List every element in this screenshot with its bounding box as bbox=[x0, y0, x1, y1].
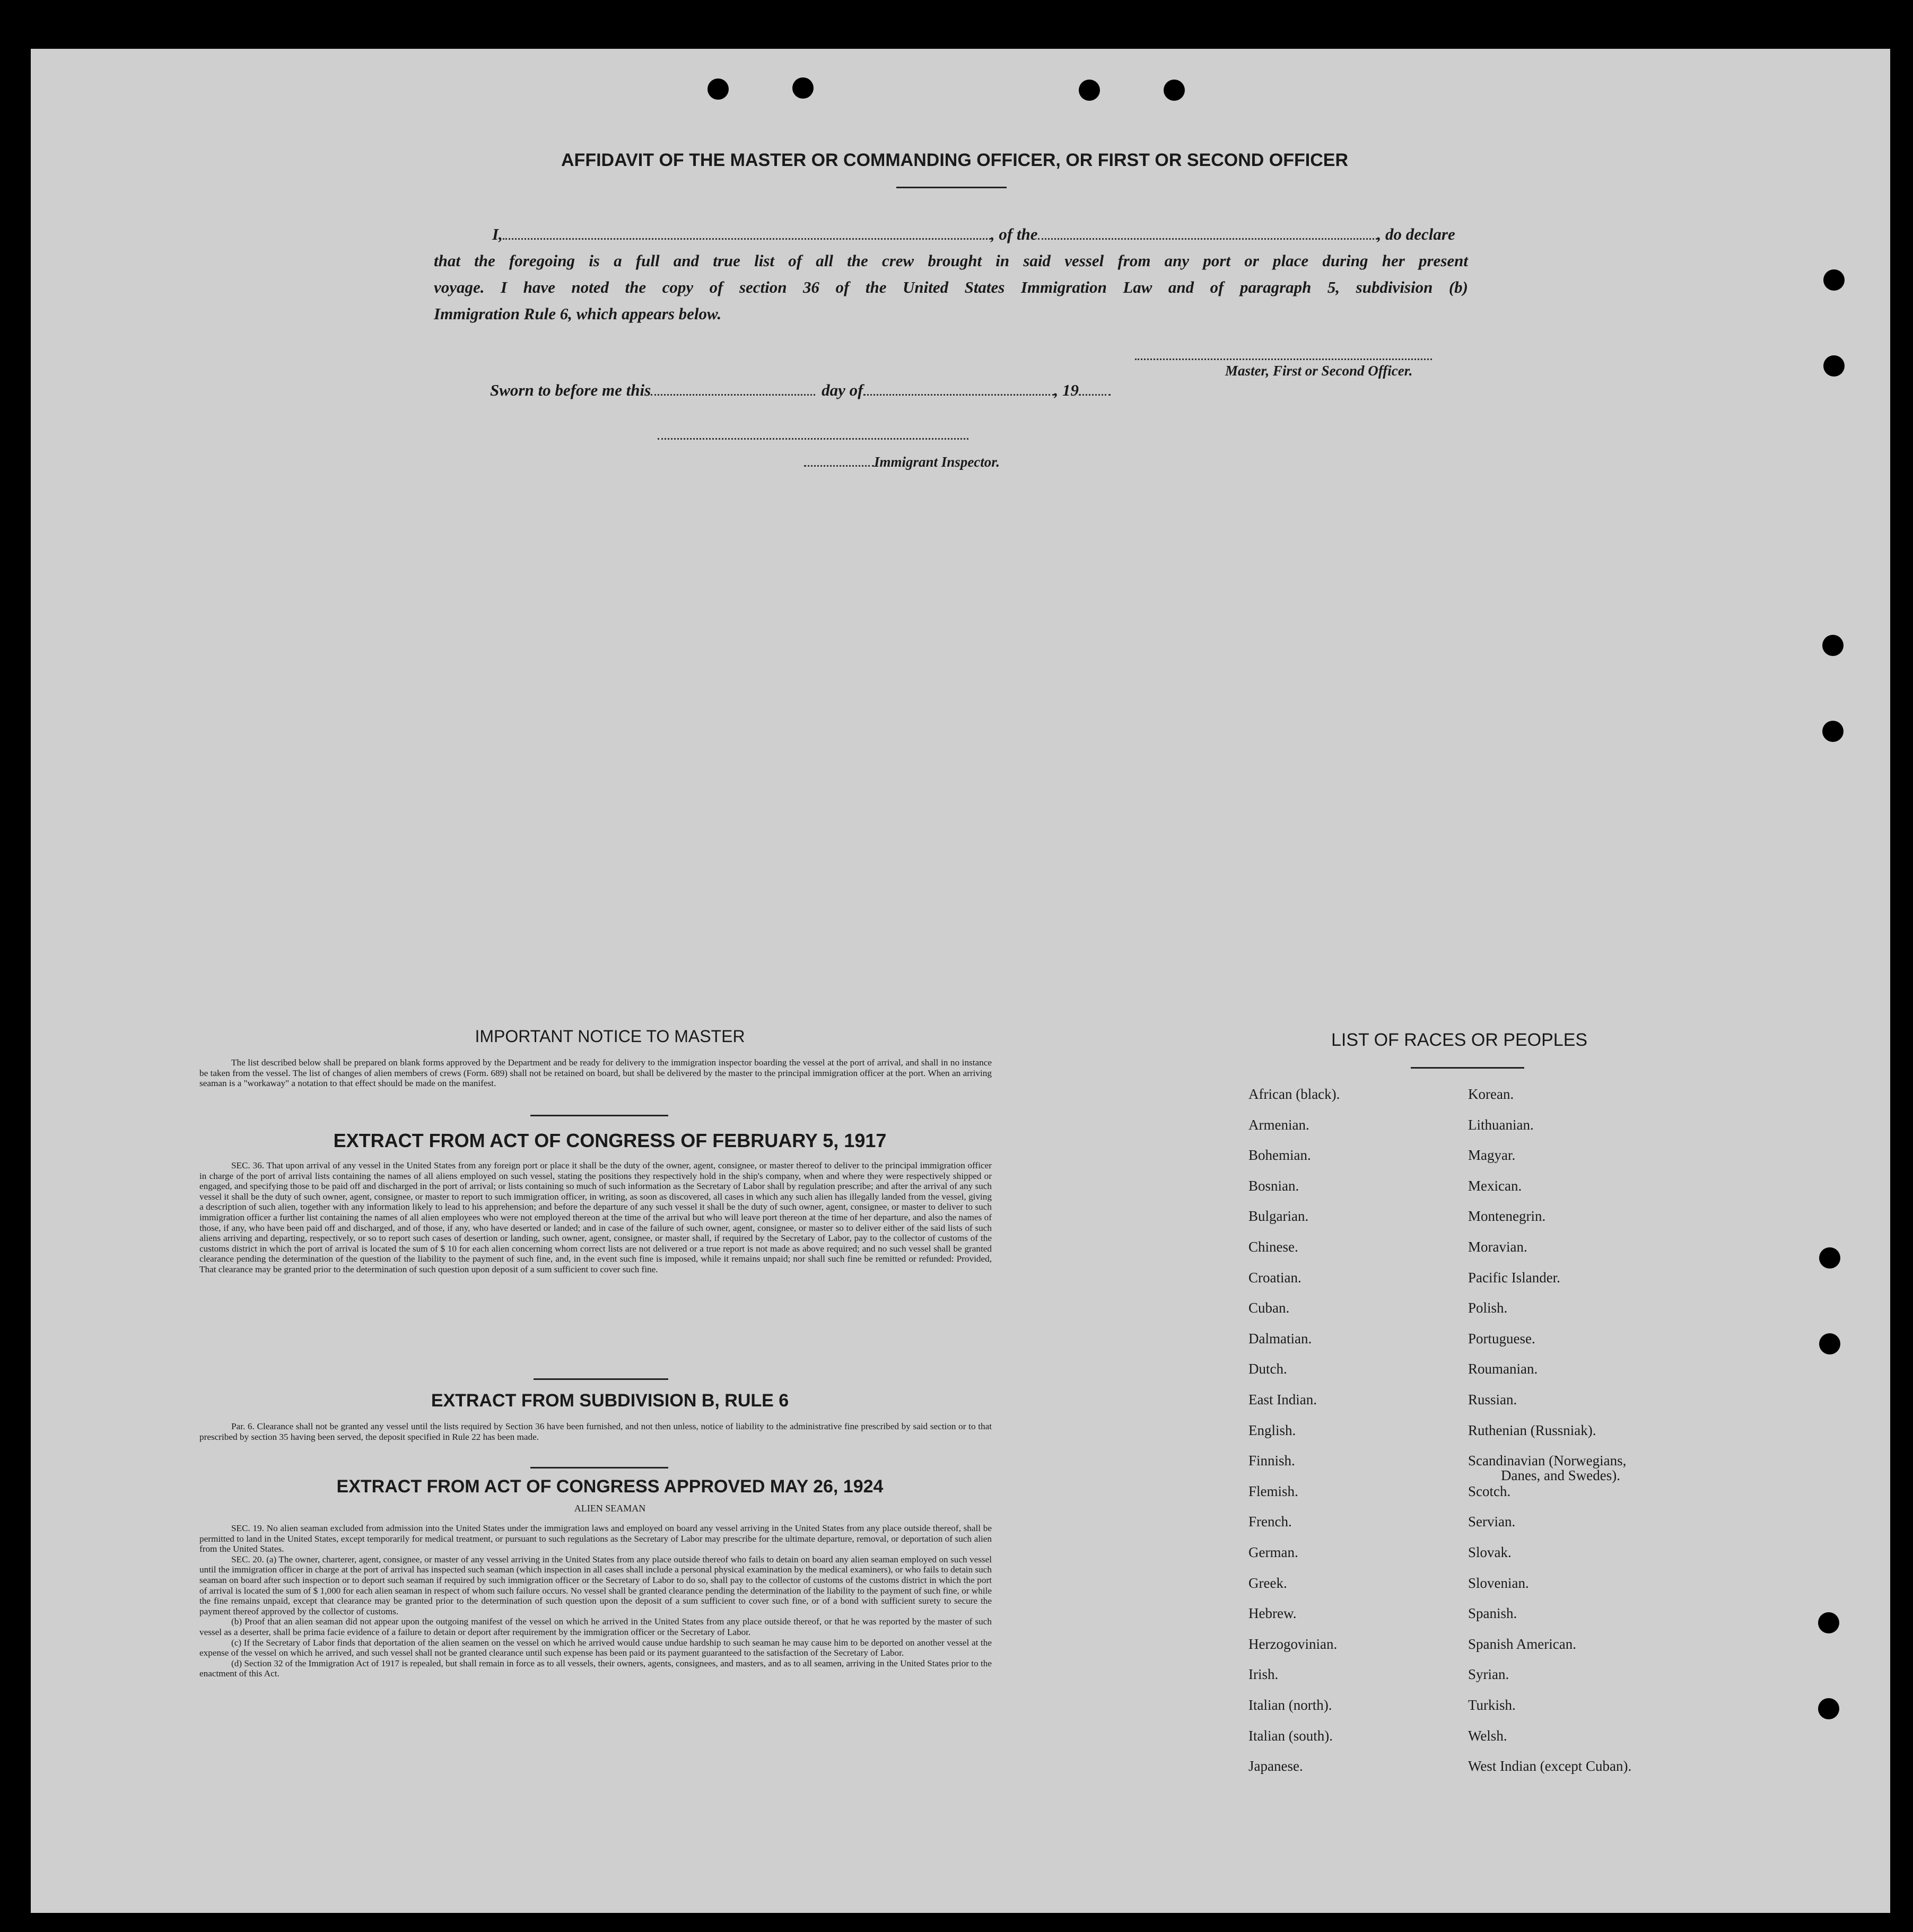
race-item: Cuban. bbox=[1248, 1300, 1290, 1316]
race-item: Chinese. bbox=[1248, 1239, 1298, 1255]
punch-hole bbox=[1823, 355, 1845, 377]
race-item: Moravian. bbox=[1468, 1239, 1527, 1255]
punch-hole bbox=[1818, 1698, 1839, 1719]
affidavit-line-4: Immigration Rule 6, which appears below. bbox=[434, 304, 722, 323]
sworn-day-field[interactable] bbox=[651, 394, 815, 396]
title-rule bbox=[896, 187, 1007, 188]
affidavit-title: AFFIDAVIT OF THE MASTER OR COMMANDING OFFICER, OR FIRST OR SECOND OFFICER bbox=[561, 150, 1348, 170]
day-of-label: day of bbox=[822, 381, 863, 399]
race-item: African (black). bbox=[1248, 1086, 1340, 1102]
races-title: LIST OF RACES OR PEOPLES bbox=[1331, 1030, 1588, 1050]
race-item: Bulgarian. bbox=[1248, 1208, 1309, 1225]
year-label: , 19 bbox=[1054, 381, 1079, 399]
vessel-field[interactable] bbox=[1038, 238, 1377, 240]
race-item: Irish. bbox=[1248, 1666, 1279, 1683]
race-item: Dutch. bbox=[1248, 1361, 1287, 1377]
race-item: Hebrew. bbox=[1248, 1605, 1297, 1622]
inspector-label: Immigrant Inspector. bbox=[874, 454, 1000, 470]
punch-hole bbox=[1822, 635, 1844, 656]
race-item: Croatian. bbox=[1248, 1269, 1301, 1286]
race-item: Dalmatian. bbox=[1248, 1330, 1312, 1347]
notice-title: IMPORTANT NOTICE TO MASTER bbox=[475, 1027, 745, 1046]
race-item: Montenegrin. bbox=[1468, 1208, 1546, 1225]
punch-hole bbox=[707, 78, 729, 100]
notice-body: The list described below shall be prepared on blank forms approved by the Department and be ready for delivery to the immigration inspector boarding the vessel at the port of arrival, and shall in no instance be taken from the vessel. The list of changes of alien members of crews (Form. 689) shall not be retained on board, but shall be delivered by the master to the principal immigration officer at the port. When an arriving seaman is a "workaway" a notation to that effect should be made on the manifest. bbox=[199, 1057, 992, 1089]
name-field[interactable] bbox=[503, 238, 991, 240]
of-the-label: , of the bbox=[990, 225, 1038, 243]
race-item: Spanish American. bbox=[1468, 1636, 1576, 1652]
race-item: Slovenian. bbox=[1468, 1575, 1529, 1591]
race-item: Bohemian. bbox=[1248, 1147, 1311, 1164]
punch-hole bbox=[1822, 721, 1844, 742]
race-item: English. bbox=[1248, 1422, 1296, 1438]
extract-1917-body: SEC. 36. That upon arrival of any vessel in the United States from any foreign port or place it shall be the duty of the owner, agent, consignee, or master thereof to deliver to the principal immigration officer in charge of the port of arrival lists containing the names of all aliens employed on such vessel, stating the positions they respectively hold in the ship's company, when and where they were respectively shipped or engaged, and specifying those to be paid off and discharged in the port of arrival; or lists containing so much of such information as the Secretary of Labor shall by regulation prescribe; and after the arrival of any such vessel it shall be the duty of such owner, agent, consignee, or master to report to such immigration officer, in writing, as soon as discovered, all cases in which any such alien has illegally landed from the vessel, giving a description of such alien, together with any information likely to lead to his apprehension; and before the departure of any such vessel it shall be the duty of such owner, agent, consignee, or master to deliver to such immigration officer a further list containing the names of all alien employees who were not employed thereon at the time of the arrival but who will leave port thereon at the time of her departure, and also the names of those, if any, who have been paid off and discharged, and of those, if any, who have deserted or landed; and in case of the failure of such owner, agent, consignee, or master so to deliver either of the said lists of such aliens arriving and departing, respectively, or so to report such cases of desertion or landing, such owner, agent, consignee, or master shall, if required by the Secretary of Labor, pay to the collector of customs of the customs district in which the port of arrival is located the sum of $ 10 for each alien concerning whom correct lists are not delivered or a true report is not made as above required; and no such vessel shall be granted clearance pending the determination of the question of the liability to the payment of such fine, and, in the event such fine is imposed, while it remains unpaid; nor shall such fine be remitted or refunded: Provided, That clearance may be granted prior to the determination of such question upon deposit of a sum sufficient to cover such fine. bbox=[199, 1160, 992, 1274]
master-signature-line[interactable] bbox=[1135, 359, 1432, 360]
sworn-month-field[interactable] bbox=[863, 394, 1054, 396]
race-item: Slovak. bbox=[1468, 1544, 1512, 1560]
sworn-year-field[interactable] bbox=[1079, 394, 1111, 396]
sec-20d: (d) Section 32 of the Immigration Act of 1917 is repealed, but shall remain in force as to all vessels, their owners, agents, consignees, and masters, and as to all seamen, arriving in the United States prior to the enactment of this Act. bbox=[199, 1658, 992, 1679]
race-item: German. bbox=[1248, 1544, 1298, 1560]
race-item: Polish. bbox=[1468, 1300, 1508, 1316]
race-item: Mexican. bbox=[1468, 1177, 1522, 1194]
race-item: Italian (north). bbox=[1248, 1697, 1332, 1713]
extract-rule6-title: EXTRACT FROM SUBDIVISION B, RULE 6 bbox=[431, 1391, 789, 1411]
notice-body-block bbox=[199, 1057, 992, 1089]
race-item: Bosnian. bbox=[1248, 1177, 1299, 1194]
master-signature-label: Master, First or Second Officer. bbox=[1225, 363, 1413, 379]
punch-hole bbox=[1079, 80, 1100, 101]
race-item-continuation: Danes, and Swedes). bbox=[1501, 1467, 1620, 1484]
race-item: Scotch. bbox=[1468, 1483, 1511, 1499]
race-item: Korean. bbox=[1468, 1086, 1514, 1102]
race-item: Welsh. bbox=[1468, 1727, 1507, 1744]
race-item: Pacific Islander. bbox=[1468, 1269, 1560, 1286]
punch-hole bbox=[1823, 269, 1845, 291]
race-item: Magyar. bbox=[1468, 1147, 1516, 1164]
race-item: Ruthenian (Russniak). bbox=[1468, 1422, 1596, 1438]
section-rule bbox=[530, 1115, 668, 1116]
race-item: Russian. bbox=[1468, 1392, 1517, 1408]
race-item: Japanese. bbox=[1248, 1758, 1303, 1774]
extract-1924-block bbox=[199, 1523, 992, 1679]
race-item: Greek. bbox=[1248, 1575, 1287, 1591]
race-item: Servian. bbox=[1468, 1514, 1516, 1530]
affidavit-declaration-line bbox=[492, 225, 1468, 244]
section-rule bbox=[530, 1467, 668, 1468]
race-item: Herzogovinian. bbox=[1248, 1636, 1338, 1652]
punch-hole bbox=[1819, 1247, 1840, 1269]
i-label: I, bbox=[492, 225, 503, 243]
inspector-dots bbox=[804, 465, 874, 467]
sec-20a: SEC. 20. (a) The owner, charterer, agent, consignee, or master of any vessel arriving in the United States from any place outside thereof who fails to detain on board any alien seaman employed on such vessel until the immigration officer in charge at the port of arrival has inspected such seaman (which inspection in all cases shall include a personal physical examination by the medical examiners), or who fails to detain such seaman on board after such inspection or to deport such seaman if required by such immigration officer or the Secretary of Labor to do so, shall pay to the collector of customs of the customs district in which the port of arrival is located the sum of $ 1,000 for each alien seaman in respect of whom such failure occurs. No vessel shall be granted clearance pending the determination of the liability to the payment of such fine, or while the fine remains unpaid, except that clearance may be granted prior to the determination of such question upon the deposit of a sum sufficient to cover such fine, or of a bond with sufficient surety to secure the payment thereof approved by the collector of customs. bbox=[199, 1554, 992, 1616]
sec-20b: (b) Proof that an alien seaman did not appear upon the outgoing manifest of the vessel on which he arrived in the United States from any place outside thereof, or that he was reported by the master of such vessel as a deserter, shall be prima facie evidence of a failure to detain or deport after requirement by the immigration officer or the Secretary of Labor. bbox=[199, 1616, 992, 1637]
race-item: Lithuanian. bbox=[1468, 1116, 1534, 1133]
race-item: Syrian. bbox=[1468, 1666, 1509, 1683]
race-item: Armenian. bbox=[1248, 1116, 1309, 1133]
sworn-label: Sworn to before me this bbox=[490, 381, 651, 399]
extract-rule6-block bbox=[199, 1421, 992, 1442]
race-item: Italian (south). bbox=[1248, 1727, 1333, 1744]
race-item: Turkish. bbox=[1468, 1697, 1516, 1713]
punch-hole bbox=[1818, 1612, 1839, 1633]
punch-hole bbox=[792, 77, 814, 99]
inspector-signature-line[interactable] bbox=[658, 438, 968, 440]
race-item: Spanish. bbox=[1468, 1605, 1517, 1622]
race-item: Flemish. bbox=[1248, 1483, 1298, 1499]
do-declare-label: , do declare bbox=[1377, 225, 1455, 243]
race-item: French. bbox=[1248, 1514, 1292, 1530]
inspector-line bbox=[804, 454, 1000, 470]
extract-1924-subtitle: ALIEN SEAMAN bbox=[574, 1503, 646, 1514]
sworn-line bbox=[490, 381, 1111, 400]
race-item: Scandinavian (Norwegians, bbox=[1468, 1453, 1627, 1469]
extract-1917-title: EXTRACT FROM ACT OF CONGRESS OF FEBRUARY 5, 1917 bbox=[333, 1130, 887, 1151]
extract-1924-title: EXTRACT FROM ACT OF CONGRESS APPROVED MAY 26, 1924 bbox=[336, 1476, 884, 1497]
races-rule bbox=[1411, 1067, 1524, 1069]
race-item: Finnish. bbox=[1248, 1453, 1295, 1469]
race-item: Roumanian. bbox=[1468, 1361, 1538, 1377]
sec-19: SEC. 19. No alien seaman excluded from admission into the United States under the immigration laws and employed on board any vessel arriving in the United States from any place outside thereof, shall be permitted to land in the United States, except temporarily for medical treatment, or pursuant to such regulations as the Secretary of Labor may prescribe for the ultimate departure, removal, or deportation of such alien from the United States. bbox=[199, 1523, 992, 1554]
punch-hole bbox=[1164, 80, 1185, 101]
sec-20c: (c) If the Secretary of Labor finds that deportation of the alien seamen on the vessel on which he arrived would cause undue hardship to such seaman he may cause him to be deported on another vessel at the expense of the vessel on which he arrived, and such vessel shall not be granted clearance until such expense has been paid or its payment guaranteed to the satisfaction of the Secretary of Labor. bbox=[199, 1637, 992, 1658]
punch-hole bbox=[1819, 1333, 1840, 1354]
extract-1917-block bbox=[199, 1160, 992, 1275]
race-item: West Indian (except Cuban). bbox=[1468, 1758, 1632, 1774]
section-rule bbox=[534, 1378, 668, 1380]
affidavit-line-3: voyage. I have noted the copy of section 36 of the United States Immigration Law and of paragraph 5, subdivision (b) bbox=[434, 278, 1468, 296]
extract-rule6-body: Par. 6. Clearance shall not be granted any vessel until the lists required by Section 36 have been furnished, and not then unless, notice of liability to the administrative fine prescribed by said section or to that prescribed by section 35 having been served, the deposit specified in Rule 22 has been made. bbox=[199, 1421, 992, 1442]
race-item: Portuguese. bbox=[1468, 1330, 1535, 1347]
affidavit-line-2: that the foregoing is a full and true list of all the crew brought in said vessel from any port or place during her present bbox=[434, 251, 1468, 270]
race-item: East Indian. bbox=[1248, 1392, 1317, 1408]
